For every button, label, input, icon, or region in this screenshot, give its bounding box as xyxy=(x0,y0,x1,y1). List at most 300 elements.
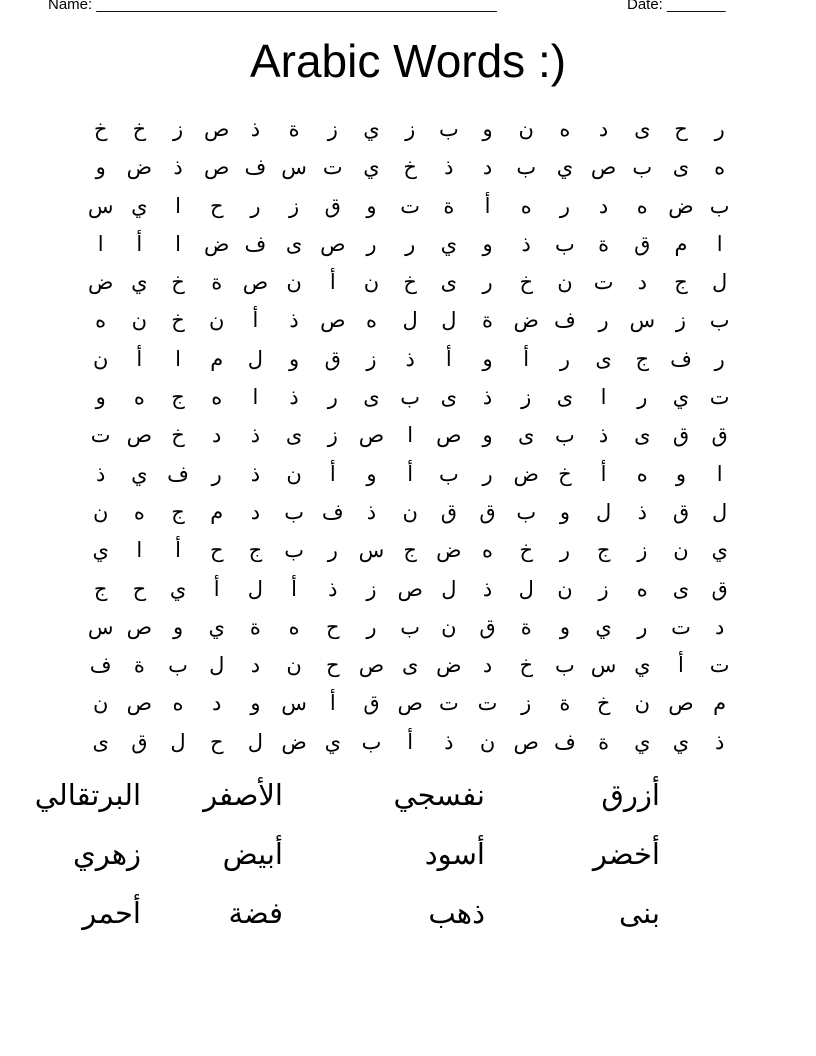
grid-cell: ة xyxy=(133,654,145,678)
grid-cell: ن xyxy=(286,271,302,295)
grid-cell: ل xyxy=(441,577,457,601)
grid-cell: ي xyxy=(363,156,380,180)
grid-cell: ق xyxy=(131,730,148,754)
grid-cell: ص xyxy=(204,118,230,141)
grid-cell: ي xyxy=(92,539,109,563)
grid-cell: ى xyxy=(634,118,651,141)
grid-cell: ه xyxy=(288,615,300,639)
grid-cell: ص xyxy=(590,156,617,180)
grid-cell: ا xyxy=(97,232,104,256)
grid-cell: أ xyxy=(484,194,491,218)
grid-cell: و xyxy=(172,615,184,639)
grid-cell: ر xyxy=(714,118,725,141)
grid-cell: أ xyxy=(407,730,414,754)
grid-cell: ن xyxy=(673,539,689,563)
grid-cell: ت xyxy=(671,615,691,639)
grid-cell: ص xyxy=(358,654,385,678)
grid-cell: ه xyxy=(365,309,377,333)
grid-cell: و xyxy=(482,118,493,141)
grid-cell: ي xyxy=(131,194,148,218)
grid-cell: ز xyxy=(521,386,532,410)
grid-cell: ر xyxy=(366,615,377,639)
grid-cell: ر xyxy=(327,386,338,410)
word-list-item: أزرق xyxy=(601,780,660,812)
grid-cell: ق xyxy=(672,424,690,448)
grid-cell: ص xyxy=(126,424,153,448)
grid-cell: ص xyxy=(668,692,694,716)
grid-cell: ي xyxy=(595,615,612,639)
date-field: Date: _______ xyxy=(627,0,726,13)
grid-cell: ا xyxy=(716,462,723,486)
grid-cell: ى xyxy=(440,271,458,295)
grid-cell: ى xyxy=(285,232,303,256)
grid-cell: ى xyxy=(634,424,651,448)
grid-cell: ر xyxy=(637,615,648,639)
grid-cell: ج xyxy=(635,347,650,371)
grid-cell: س xyxy=(629,309,656,333)
grid-cell: ق xyxy=(324,194,341,218)
grid-cell: ب xyxy=(168,654,188,678)
grid-cell: ة xyxy=(598,730,610,754)
grid-cell: ه xyxy=(133,500,145,524)
grid-cell: ب xyxy=(400,615,421,639)
grid-cell: ق xyxy=(324,347,341,371)
grid-cell: ب xyxy=(284,500,304,524)
grid-cell: ذ xyxy=(289,309,299,333)
grid-cell: أ xyxy=(213,577,220,601)
grid-cell: ب xyxy=(516,156,537,180)
grid-cell: خ xyxy=(93,118,108,141)
grid-cell: ا xyxy=(175,194,181,218)
grid-cell: ق xyxy=(363,692,380,716)
grid-cell: س xyxy=(87,615,114,639)
grid-cell: د xyxy=(598,194,609,218)
grid-cell: ذ xyxy=(714,730,725,754)
grid-cell: ى xyxy=(440,386,458,410)
grid-cell: م xyxy=(674,232,688,256)
grid-cell: ح xyxy=(209,730,224,754)
grid-cell: ر xyxy=(482,462,493,486)
grid-cell: ر xyxy=(559,194,570,218)
word-list-item: أبيض xyxy=(222,839,283,871)
grid-cell: ب xyxy=(438,462,459,486)
grid-cell: ا xyxy=(600,386,607,410)
grid-cell: ص xyxy=(397,577,423,601)
grid-cell: ذ xyxy=(598,424,609,448)
grid-cell: ض xyxy=(436,654,462,678)
grid-cell: خ xyxy=(596,692,611,716)
grid-cell: ر xyxy=(559,347,570,371)
grid-cell: ت xyxy=(400,194,421,218)
grid-cell: ن xyxy=(557,271,573,295)
grid-cell: و xyxy=(95,156,106,180)
grid-cell: ة xyxy=(443,194,455,218)
grid-cell: ق xyxy=(634,232,651,256)
word-list-item: نفسجي xyxy=(393,780,485,812)
grid-cell: ض xyxy=(513,309,539,333)
grid-cell: ص xyxy=(242,271,269,295)
word-list-item: فضة xyxy=(228,898,283,930)
word-list-item: أحمر xyxy=(82,898,141,930)
grid-cell: ل xyxy=(247,347,264,371)
grid-cell: أ xyxy=(445,347,452,371)
grid-cell: ر xyxy=(598,309,609,333)
grid-cell: ت xyxy=(438,692,459,716)
grid-cell: ى xyxy=(672,156,690,180)
grid-cell: أ xyxy=(136,232,143,256)
grid-cell: د xyxy=(212,424,222,448)
grid-cell: خ xyxy=(171,424,185,448)
grid-cell: ي xyxy=(169,577,187,601)
grid-cell: ر xyxy=(327,539,338,563)
grid-cell: ب xyxy=(438,118,459,141)
grid-cell: ل xyxy=(170,730,186,754)
grid-cell: ن xyxy=(131,309,148,333)
word-list-item: أخضر xyxy=(592,839,660,871)
grid-cell: ي xyxy=(208,615,225,639)
grid-cell: أ xyxy=(136,347,143,371)
grid-cell: ب xyxy=(632,156,653,180)
grid-cell: خ xyxy=(403,271,417,295)
grid-cell: ص xyxy=(358,424,385,448)
grid-cell: ج xyxy=(248,539,263,563)
grid-cell: ق xyxy=(440,500,457,524)
grid-cell: ض xyxy=(281,730,307,754)
grid-cell: ي xyxy=(672,730,690,754)
grid-cell: ض xyxy=(513,462,539,486)
grid-cell: ب xyxy=(361,730,382,754)
grid-cell: ف xyxy=(244,232,267,256)
grid-cell: ه xyxy=(520,194,532,218)
grid-cell: د xyxy=(714,615,725,639)
grid-cell: ى xyxy=(595,347,612,371)
word-list-item: زهري xyxy=(73,839,141,871)
grid-cell: ا xyxy=(252,386,259,410)
word-list-item: ذهب xyxy=(428,898,485,930)
grid-cell: ذ xyxy=(95,462,106,486)
grid-cell: د xyxy=(250,654,261,678)
grid-cell: ة xyxy=(211,271,223,295)
grid-cell: ب xyxy=(400,386,421,410)
grid-cell: ن xyxy=(441,615,457,639)
grid-cell: أ xyxy=(678,654,684,678)
grid-cell: ن xyxy=(402,500,418,524)
grid-cell: ز xyxy=(289,194,300,218)
grid-cell: و xyxy=(289,347,300,371)
name-field: Name: ________________________________________________ xyxy=(48,0,497,13)
grid-cell: ب xyxy=(709,194,730,218)
grid-cell: ز xyxy=(366,347,377,371)
grid-cell: خ xyxy=(519,271,533,295)
grid-cell: ه xyxy=(714,156,726,180)
grid-cell: و xyxy=(482,424,493,448)
grid-cell: ه xyxy=(95,309,107,333)
grid-cell: ل xyxy=(712,271,728,295)
grid-cell: ت xyxy=(90,424,111,448)
grid-cell: أ xyxy=(523,347,530,371)
grid-cell: ف xyxy=(244,156,267,180)
grid-cell: ز xyxy=(521,692,532,716)
grid-cell: ر xyxy=(405,232,416,256)
grid-cell: ى xyxy=(92,730,109,754)
grid-cell: ح xyxy=(132,577,147,601)
grid-cell: ه xyxy=(636,194,648,218)
grid-cell: و xyxy=(482,347,493,371)
word-list-item: أسود xyxy=(424,839,485,871)
grid-cell: ت xyxy=(709,386,730,410)
grid-cell: ي xyxy=(324,730,341,754)
word-search-grid xyxy=(81,113,739,764)
grid-cell: خ xyxy=(403,156,417,180)
grid-cell: ت xyxy=(709,654,730,678)
grid-cell: ح xyxy=(674,118,688,141)
grid-cell: د xyxy=(250,500,261,524)
grid-cell: خ xyxy=(171,309,185,333)
grid-cell: ى xyxy=(285,424,303,448)
grid-cell: ج xyxy=(171,500,185,524)
grid-cell: ض xyxy=(436,539,462,563)
grid-cell: ن xyxy=(363,271,380,295)
grid-cell: ق xyxy=(479,500,496,524)
grid-cell: ي xyxy=(672,386,690,410)
grid-cell: ز xyxy=(598,577,609,601)
grid-cell: خ xyxy=(558,462,572,486)
grid-cell: ذ xyxy=(482,577,493,601)
grid-cell: و xyxy=(366,194,377,218)
grid-cell: ل xyxy=(441,309,457,333)
grid-cell: م xyxy=(210,347,224,371)
grid-cell: ق xyxy=(672,500,690,524)
grid-cell: أ xyxy=(600,462,607,486)
grid-cell: ه xyxy=(211,386,223,410)
grid-cell: ض xyxy=(126,156,153,180)
grid-cell: ت xyxy=(477,692,498,716)
grid-cell: ذ xyxy=(444,156,454,180)
grid-cell: خ xyxy=(171,271,185,295)
grid-cell: ب xyxy=(284,539,304,563)
grid-cell: ب xyxy=(555,424,575,448)
grid-cell: ي xyxy=(634,654,651,678)
grid-cell: ف xyxy=(89,654,112,678)
grid-cell: ر xyxy=(714,347,725,371)
grid-cell: و xyxy=(675,462,687,486)
grid-cell: س xyxy=(590,654,617,678)
grid-cell: ز xyxy=(327,424,338,448)
grid-cell: أ xyxy=(329,462,336,486)
grid-cell: ذ xyxy=(289,386,299,410)
grid-cell: ص xyxy=(397,692,423,716)
grid-cell: ن xyxy=(479,730,496,754)
grid-cell: ف xyxy=(670,347,692,371)
grid-cell: ى xyxy=(672,577,690,601)
grid-cell: ص xyxy=(126,692,153,716)
grid-cell: ح xyxy=(326,654,340,678)
grid-cell: ل xyxy=(247,577,264,601)
grid-cell: ا xyxy=(716,232,723,256)
grid-cell: د xyxy=(212,692,222,716)
grid-cell: ر xyxy=(366,232,377,256)
grid-cell: ب xyxy=(555,654,575,678)
grid-cell: ة xyxy=(598,232,610,256)
grid-cell: ت xyxy=(322,156,343,180)
grid-cell: ج xyxy=(403,539,417,563)
grid-cell: ز xyxy=(637,539,648,563)
grid-cell: ا xyxy=(175,347,181,371)
grid-cell: ص xyxy=(204,156,230,180)
grid-cell: ض xyxy=(668,194,694,218)
grid-cell: و xyxy=(95,386,106,410)
grid-cell: ا xyxy=(175,232,181,256)
grid-cell: و xyxy=(482,232,493,256)
grid-cell: ذ xyxy=(250,462,261,486)
grid-cell: ن xyxy=(557,577,573,601)
grid-cell: ه xyxy=(482,539,494,563)
grid-cell: ى xyxy=(518,424,535,448)
grid-cell: ر xyxy=(637,386,648,410)
grid-cell: ح xyxy=(209,194,224,218)
grid-cell: د xyxy=(482,156,493,180)
grid-cell: ق xyxy=(711,577,728,601)
grid-cell: ة xyxy=(482,309,494,333)
grid-cell: ي xyxy=(634,730,651,754)
word-list-item: بنى xyxy=(619,898,660,930)
grid-cell: ل xyxy=(247,730,264,754)
grid-cell: ذ xyxy=(328,577,338,601)
grid-cell: ز xyxy=(675,309,687,333)
word-list-item: البرتقالي xyxy=(34,780,141,812)
grid-cell: ر xyxy=(482,271,493,295)
grid-cell: ب xyxy=(709,309,730,333)
page-title: Arabic Words :) xyxy=(249,35,567,87)
grid-cell: ذ xyxy=(637,500,647,524)
grid-cell: ص xyxy=(513,730,539,754)
grid-cell: ي xyxy=(440,232,458,256)
grid-cell: ت xyxy=(593,271,614,295)
grid-cell: ا xyxy=(407,424,414,448)
grid-cell: د xyxy=(598,118,609,141)
grid-cell: ح xyxy=(209,539,224,563)
grid-cell: ذ xyxy=(405,347,415,371)
grid-cell: ى xyxy=(401,654,419,678)
grid-cell: ن xyxy=(209,309,225,333)
grid-cell: ه xyxy=(636,462,648,486)
grid-cell: خ xyxy=(519,539,533,563)
grid-cell: ة xyxy=(559,692,571,716)
grid-cell: ح xyxy=(326,615,340,639)
grid-cell: ل xyxy=(595,500,612,524)
grid-cell: ه xyxy=(172,692,184,716)
grid-cell: ف xyxy=(321,500,344,524)
grid-cell: و xyxy=(366,462,377,486)
grid-cell: ض xyxy=(87,271,114,295)
grid-cell: ه xyxy=(133,386,145,410)
grid-cell: ي xyxy=(363,118,380,141)
grid-cell: أ xyxy=(407,462,414,486)
grid-cell: ق xyxy=(479,615,496,639)
grid-cell: د xyxy=(482,654,493,678)
grid-cell: ل xyxy=(712,500,728,524)
grid-cell: ي xyxy=(556,156,574,180)
grid-cell: ة xyxy=(249,615,261,639)
grid-cell: ن xyxy=(92,347,109,371)
grid-cell: ص xyxy=(436,424,462,448)
grid-cell: ص xyxy=(320,232,346,256)
grid-cell: أ xyxy=(175,539,181,563)
grid-cell: أ xyxy=(291,577,298,601)
grid-cell: ذ xyxy=(444,730,454,754)
grid-cell: ق xyxy=(711,424,728,448)
grid-cell: ب xyxy=(516,500,537,524)
grid-cell: أ xyxy=(252,309,259,333)
grid-cell: ي xyxy=(711,539,728,563)
grid-cell: ى xyxy=(556,386,574,410)
grid-cell: ل xyxy=(402,309,418,333)
grid-cell: ج xyxy=(93,577,108,601)
grid-cell: و xyxy=(559,500,570,524)
grid-cell: و xyxy=(250,692,261,716)
grid-cell: ن xyxy=(286,462,302,486)
grid-cell: ة xyxy=(520,615,532,639)
grid-cell: ن xyxy=(92,500,109,524)
grid-cell: ن xyxy=(634,692,650,716)
grid-cell: ر xyxy=(559,539,570,563)
grid-cell: س xyxy=(87,194,114,218)
grid-cell: ف xyxy=(167,462,189,486)
grid-cell: ب xyxy=(555,232,575,256)
grid-cell: أ xyxy=(329,692,336,716)
grid-cell: ض xyxy=(204,232,230,256)
grid-cell: ي xyxy=(131,271,148,295)
grid-cell: س xyxy=(281,692,307,716)
grid-cell: ز xyxy=(366,577,377,601)
grid-cell: س xyxy=(358,539,385,563)
grid-cell: ص xyxy=(126,615,153,639)
grid-cell: ج xyxy=(674,271,688,295)
grid-cell: ذ xyxy=(250,424,261,448)
grid-cell: ه xyxy=(559,118,571,141)
grid-cell: ج xyxy=(171,386,185,410)
grid-cell: ر xyxy=(250,194,261,218)
grid-cell: خ xyxy=(132,118,147,141)
grid-cell: ص xyxy=(320,309,346,333)
grid-cell: ف xyxy=(554,730,576,754)
grid-cell: ن xyxy=(518,118,534,141)
grid-cell: ل xyxy=(209,654,225,678)
word-list-item: الأصفر xyxy=(203,780,283,812)
grid-cell: ه xyxy=(636,577,648,601)
grid-cell: ذ xyxy=(250,118,261,141)
grid-cell: ذ xyxy=(521,232,531,256)
grid-cell: ذ xyxy=(482,386,493,410)
grid-cell: خ xyxy=(519,654,533,678)
grid-cell: ن xyxy=(92,692,109,716)
grid-cell: ن xyxy=(286,654,302,678)
grid-cell: أ xyxy=(329,271,336,295)
grid-cell: ذ xyxy=(173,156,183,180)
grid-cell: س xyxy=(281,156,307,180)
grid-cell: ف xyxy=(554,309,576,333)
grid-cell: ز xyxy=(172,118,184,141)
grid-cell: م xyxy=(210,500,224,524)
grid-cell: ا xyxy=(136,539,143,563)
grid-cell: د xyxy=(637,271,647,295)
grid-cell: ز xyxy=(327,118,338,141)
grid-cell: ذ xyxy=(366,500,377,524)
grid-cell: ج xyxy=(596,539,611,563)
grid-cell: ة xyxy=(288,118,300,141)
grid-cell: ز xyxy=(405,118,416,141)
grid-cell: و xyxy=(559,615,570,639)
